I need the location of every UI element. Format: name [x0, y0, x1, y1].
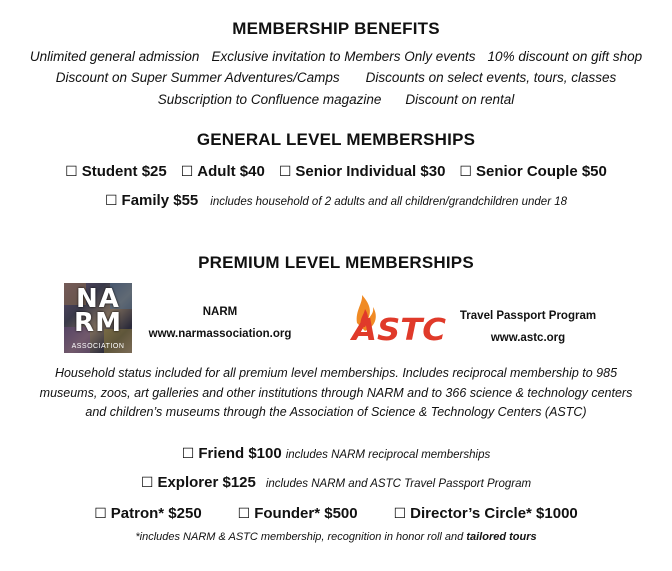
premium-description-3: and children’s museums through the Association of Science & Technology Centers (ASTC) [85, 405, 587, 419]
narm-logo [64, 283, 132, 353]
narm-logo-letters: NA RM [74, 284, 122, 338]
benefits-row-1 [0, 49, 672, 64]
family-option-row [0, 192, 672, 209]
benefit-item: Exclusive invitation to Members Only events [211, 49, 476, 64]
astc-name: Travel Passport Program [459, 310, 597, 322]
friend-row [0, 445, 672, 462]
astc-logo [349, 293, 447, 345]
checkbox-icon[interactable]: ☐ [181, 445, 195, 461]
benefits-row-3 [0, 92, 672, 107]
explorer-note: includes NARM and ASTC Travel Passport Program [265, 478, 532, 490]
premium-description-2: museums, zoos, art galleries and other institutions through NARM and to 366 science & technology centers [39, 386, 633, 400]
checkbox-icon[interactable]: ☐ [104, 192, 118, 208]
benefit-item: Subscription to Confluence magazine [157, 92, 382, 107]
tailored-tours: tailored tours [466, 531, 537, 543]
friend-note: includes NARM reciprocal memberships [285, 449, 491, 461]
premium-footnote: *includes NARM & ASTC membership, recognition in honor roll and tailored tours [135, 531, 537, 543]
checkbox-icon[interactable]: ☐ [237, 505, 251, 521]
student-option[interactable]: ☐ Student $25 [65, 163, 167, 180]
explorer-option[interactable]: ☐ Explorer $125 [140, 474, 256, 491]
friend-option[interactable]: ☐ Friend $100 [181, 445, 282, 462]
general-options-row [0, 163, 672, 180]
benefit-item: Discounts on select events, tours, classes [365, 70, 617, 85]
patron-option[interactable]: ☐ Patron* $250 [94, 505, 202, 522]
benefit-item: 10% discount on gift shop [487, 49, 643, 64]
top-tier-row [0, 505, 672, 522]
senior-couple-option[interactable]: ☐ Senior Couple $50 [459, 163, 607, 180]
general-heading: GENERAL LEVEL MEMBERSHIPS [196, 130, 476, 149]
benefits-heading: MEMBERSHIP BENEFITS [232, 19, 440, 38]
directors-circle-option[interactable]: ☐ Director’s Circle* $1000 [393, 505, 578, 522]
checkbox-icon[interactable]: ☐ [140, 474, 154, 490]
checkbox-icon[interactable]: ☐ [94, 505, 107, 521]
checkbox-icon[interactable]: ☐ [180, 163, 194, 179]
checkbox-icon[interactable]: ☐ [393, 505, 407, 521]
astc-info [448, 305, 608, 349]
adult-option[interactable]: ☐ Adult $40 [180, 163, 265, 180]
astc-logo-text: ASTC [349, 313, 446, 345]
narm-url[interactable]: www.narmassociation.org [148, 328, 292, 340]
premium-heading: PREMIUM LEVEL MEMBERSHIPS [198, 253, 474, 272]
narm-name: NARM [202, 306, 238, 318]
checkbox-icon[interactable]: ☐ [65, 163, 78, 179]
family-option[interactable]: ☐ Family $55 [104, 192, 199, 209]
benefit-item: Unlimited general admission [29, 49, 200, 64]
founder-option[interactable]: ☐ Founder* $500 [237, 505, 358, 522]
astc-url[interactable]: www.astc.org [490, 332, 566, 344]
benefit-item: Discount on Super Summer Adventures/Camps [55, 70, 340, 85]
checkbox-icon[interactable]: ☐ [459, 163, 472, 179]
family-note: includes household of 2 adults and all children/grandchildren under 18 [210, 196, 568, 208]
premium-description-1: Household status included for all premium level memberships. Includes reciprocal membership to 985 [54, 366, 618, 380]
benefit-item: Discount on rental [405, 92, 515, 107]
senior-individual-option[interactable]: ☐ Senior Individual $30 [278, 163, 446, 180]
checkbox-icon[interactable]: ☐ [278, 163, 292, 179]
narm-info [140, 301, 300, 345]
explorer-row [0, 474, 672, 491]
narm-logo-association: ASSOCIATION [71, 343, 125, 350]
benefits-row-2 [0, 70, 672, 85]
